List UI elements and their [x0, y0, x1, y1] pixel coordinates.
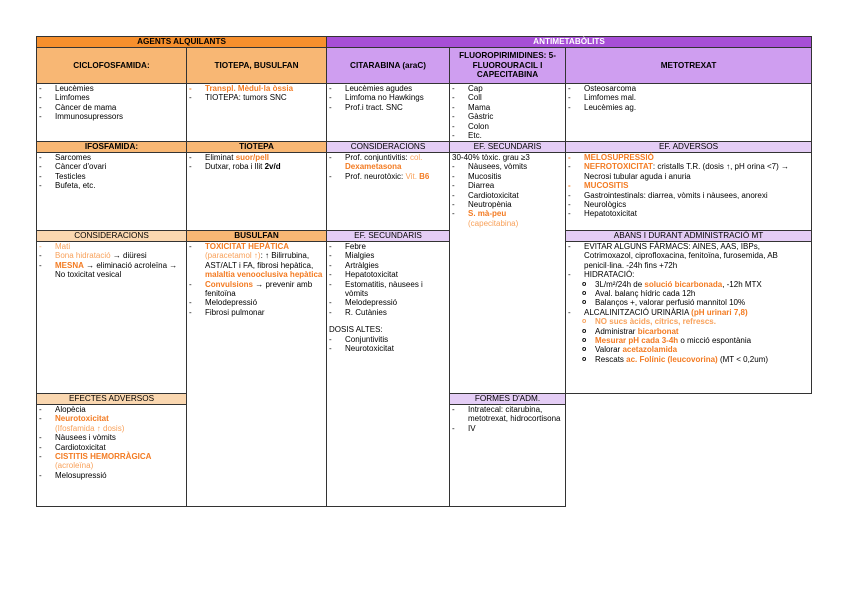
busulfan-notes [187, 242, 327, 507]
list-item: - Mati [39, 242, 184, 251]
list-item: o Valorar acetazolamida [568, 345, 809, 354]
list-item: - Mialgies [329, 251, 447, 260]
list-item: - Fibrosi pulmonar [189, 308, 324, 317]
list-item: - Bufeta, etc. [39, 181, 184, 190]
tiotepa-busulfan-uses [187, 84, 327, 142]
list-item: - S. mà-peu (capecitabina) [452, 209, 563, 228]
busulfan-header: BUSULFAN [187, 231, 327, 242]
list-item: - Prof.i tract. SNC [329, 103, 447, 112]
list-item: - Hepatotoxicitat [329, 270, 447, 279]
indications-row [37, 84, 812, 142]
list-item: - Melosupressió [39, 471, 184, 480]
list-item: - Prof. conjuntivitis: col. Dexametasona [329, 153, 447, 172]
drug-header-row [37, 48, 812, 84]
tiotepa-notes [187, 153, 327, 231]
list-item: o NO sucs àcids, cítrics, refrescs. [568, 317, 809, 326]
list-item: - MESNA → eliminació acroleïna → No toxicitat vesical [39, 261, 184, 280]
list-item: - Transpl. Mèdul·la òssia [189, 84, 324, 93]
fluoropirimidines-uses [450, 84, 566, 142]
fluoro-ef-secundaris [450, 153, 566, 394]
drug-summary-sheet [36, 36, 811, 507]
list-item: - Càncer de mama [39, 103, 184, 112]
list-item: - NEFROTOXICITAT: cristalls T.R. (dosis ↑, pH orina <7) → Necrosi tubular aguda i anuria [568, 162, 809, 181]
list-item: - Cardiotoxicitat [452, 191, 563, 200]
list-item: - Immunosupressors [39, 112, 184, 121]
list-item: - TOXICITAT HEPÀTICA (paracetamol ↑): ↑ Bilirrubina, AST/ALT i FA, fibrosi hepàtica, malaltia venooclusiva hepàtica [189, 242, 324, 280]
list-item: - Limfoma no Hawkings [329, 93, 447, 102]
fluoro-ef-secundaris-header: EF. SECUNDARIS [450, 142, 566, 153]
list-item: - Hepatotoxicitat [568, 209, 809, 218]
list-item: o Mesurar pH cada 3-4h o micció espontània [568, 336, 809, 345]
list-item: - EVITAR ALGUNS FÀRMACS: AINES, AAS, IBPs, Cotrimoxazol, ciprofloxacina, fenitoïna, furosemida, AB penicil·lina. -24h fins +72h [568, 242, 809, 270]
list-item: - Melodepressió [329, 298, 447, 307]
metotrexat-ef-adversos [566, 153, 812, 231]
list-item: o Administrar bicarbonat [568, 327, 809, 336]
list-item: - Neurotoxicitat (Ifosfamida ↑ dosis) [39, 414, 184, 433]
fluoropirimidines-header: FLUOROPIRIMIDINES: 5- FLUOROURACIL I CAPECITABINA [450, 48, 566, 84]
efectes-adversos [37, 405, 187, 507]
list-item: - Etc. [452, 131, 563, 140]
list-item: o Aval. balanç hídric cada 12h [568, 289, 809, 298]
list-item: - Leucèmies [39, 84, 184, 93]
list-item: - MUCOSITIS [568, 181, 809, 190]
metotrexat-header: METOTREXAT [566, 48, 812, 84]
citarabina-uses [327, 84, 450, 142]
formes-adm-header: FORMES D'ADM. [450, 394, 566, 405]
list-item: o Balanços +, valorar perfusió mannitol 10% [568, 298, 809, 307]
list-item: - Gàstric [452, 112, 563, 121]
consideracions-notes [37, 242, 187, 394]
list-item: - Gastrointestinals: diarrea, vòmits i nàusees, anorexi [568, 191, 809, 200]
list-item: - Limfomes [39, 93, 184, 102]
list-item: - Nàusees i vòmits [39, 433, 184, 442]
ciclofosfamida-uses [37, 84, 187, 142]
list-item: - Artràlgies [329, 261, 447, 270]
alkylating-agents-header: AGENTS ALQUILANTS [37, 37, 327, 48]
list-item: - Nàusees, vòmits [452, 162, 563, 171]
list-item: - Febre [329, 242, 447, 251]
list-item: - Bona hidratació → diüresi [39, 251, 184, 260]
list-item: - Mama [452, 103, 563, 112]
list-item: - Estomatitis, nàusees i vòmits [329, 280, 447, 299]
metotrexat-admin-header: ABANS I DURANT ADMINISTRACIÓ MT [566, 231, 812, 242]
list-item: - Sarcomes [39, 153, 184, 162]
metotrexat-admin [566, 242, 812, 394]
list-item: o Rescats ac. Folínic (leucovorina) (MT < 0,2um) [568, 355, 809, 364]
citarabina-consideracions [327, 153, 450, 231]
list-item: - Conjuntivitis [329, 335, 447, 344]
content-row-2 [37, 153, 812, 231]
tiotepa-busulfan-header: TIOTEPA, BUSULFAN [187, 48, 327, 84]
list-item: - CISTITIS HEMORRÀGICA (acroleïna) [39, 452, 184, 471]
citarabina-ef-secundaris-header: EF. SECUNDARIS [327, 231, 450, 242]
section-header-row-1 [37, 142, 812, 153]
citarabina-header: CITARABINA (araC) [327, 48, 450, 84]
drug-table [36, 36, 812, 507]
ifosfamida-header: IFOSFAMIDA: [37, 142, 187, 153]
list-item: - Limfomes mal. [568, 93, 809, 102]
citarabina-ef-secundaris [327, 242, 450, 507]
formes-adm [450, 405, 566, 507]
dosis-altes-title: DOSIS ALTES: [329, 325, 383, 335]
tiotepa-header: TIOTEPA [187, 142, 327, 153]
list-item: - Cap [452, 84, 563, 93]
list-item: - Eliminat suor/pell [189, 153, 324, 162]
list-item: - Neurotoxicitat [329, 344, 447, 353]
ifosfamida-uses [37, 153, 187, 231]
list-item: - Melodepressió [189, 298, 324, 307]
list-item: - Alopècia [39, 405, 184, 414]
list-item: - Mucositis [452, 172, 563, 181]
list-item: - MELOSUPRESSIÓ [568, 153, 809, 162]
metotrexat-uses [566, 84, 812, 142]
list-item: - Osteosarcoma [568, 84, 809, 93]
list-item: - IV [452, 424, 563, 433]
list-item: - Dutxar, roba i llit 2v/d [189, 162, 324, 171]
list-item: - Intratecal: citarubina, metotrexat, hidrocortisona [452, 405, 563, 424]
list-item: - TIOTEPA: tumors SNC [189, 93, 324, 102]
fluoro-toxicity-intro: 30-40% tòxic. grau ≥3 [452, 153, 530, 162]
group-header-row [37, 37, 812, 48]
citarabina-consideracions-header: CONSIDERACIONS [327, 142, 450, 153]
list-item: - Neutropènia [452, 200, 563, 209]
list-item: - Testicles [39, 172, 184, 181]
list-item: - R. Cutànies [329, 308, 447, 317]
list-item: - HIDRATACIÓ: [568, 270, 809, 279]
list-item: - Neurològics [568, 200, 809, 209]
list-item: - Colon [452, 122, 563, 131]
list-item: - Convulsions → prevenir amb fenitoïna [189, 280, 324, 299]
antimetabolites-header: ANTIMETABÒLITS [327, 37, 812, 48]
ciclofosfamida-header: CICLOFOSFAMIDA: [37, 48, 187, 84]
consideracions-header: CONSIDERACIONS [37, 231, 187, 242]
list-item: - Diarrea [452, 181, 563, 190]
list-item: - Prof. neurotòxic: Vit. B6 [329, 172, 447, 181]
list-item: - Cardiotoxicitat [39, 443, 184, 452]
list-item: - Leucèmies ag. [568, 103, 809, 112]
content-row-3 [37, 242, 812, 394]
efectes-adversos-header: EFECTES ADVERSOS [37, 394, 187, 405]
list-item: - Leucèmies agudes [329, 84, 447, 93]
list-item: o 3L/m²/24h de solució bicarbonada, -12h MTX [568, 280, 809, 289]
list-item: - Coll [452, 93, 563, 102]
list-item: - Càncer d'ovari [39, 162, 184, 171]
metotrexat-ef-adversos-header: EF. ADVERSOS [566, 142, 812, 153]
section-header-row-2 [37, 231, 812, 242]
list-item: - ALCALINITZACIÓ URINÀRIA (pH urinari 7,8) [568, 308, 809, 317]
